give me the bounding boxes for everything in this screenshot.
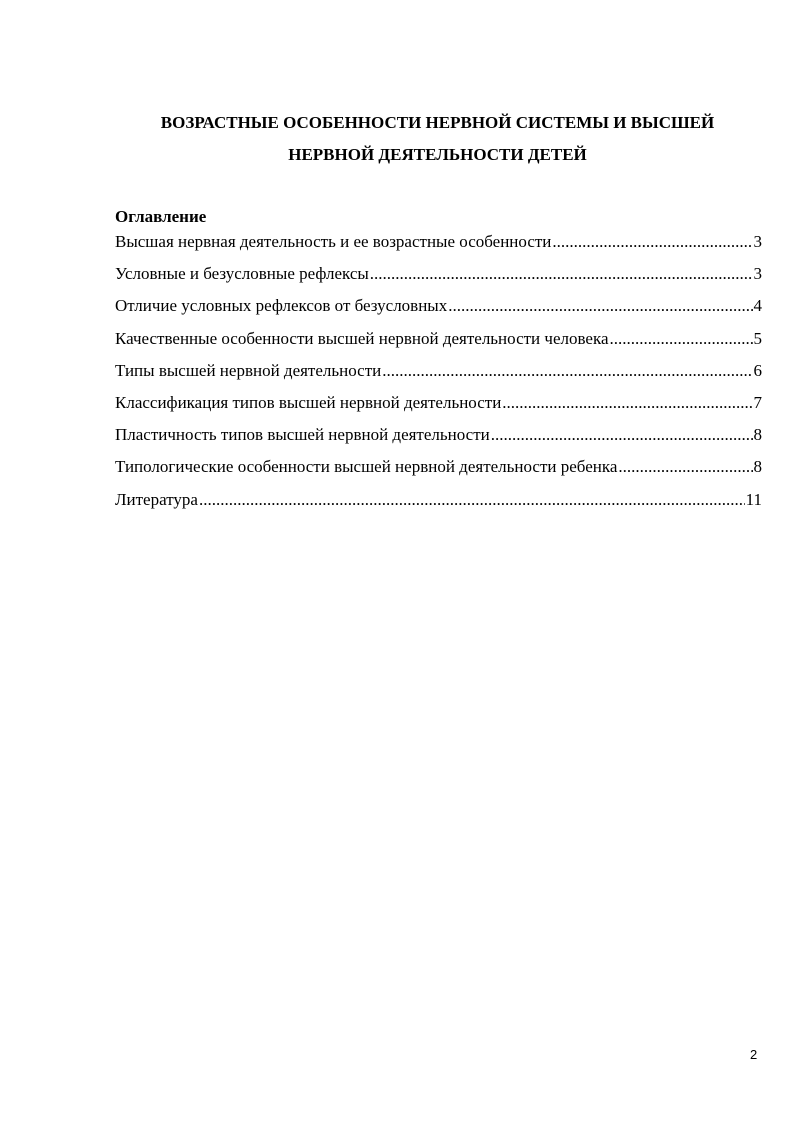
- document-title: [115, 107, 760, 171]
- toc-entry-page: 8: [753, 457, 762, 477]
- toc-entry[interactable]: [115, 359, 762, 391]
- toc-entry-page: 3: [753, 232, 762, 251]
- toc-entry-text: Высшая нервная деятельность и ее возрастные особенности: [115, 232, 552, 251]
- page-number: 2: [750, 1047, 758, 1062]
- toc-entry-text: Условные и безусловные рефлексы: [115, 264, 369, 284]
- toc-entry-page: 4: [753, 296, 762, 316]
- toc-entry-text: Литература: [115, 489, 198, 509]
- toc-entry-page: 5: [753, 328, 762, 348]
- toc-leader-dots: [552, 230, 752, 254]
- toc-entry[interactable]: [115, 327, 762, 359]
- toc-leader-dots: [502, 391, 752, 415]
- toc-leader-dots: [610, 327, 753, 351]
- toc-entry[interactable]: [115, 488, 762, 520]
- toc-leader-dots: [491, 423, 753, 447]
- toc-entry[interactable]: [115, 294, 762, 326]
- toc-entry-page: 6: [753, 360, 762, 380]
- toc-entry-page: 3: [753, 264, 762, 284]
- toc-leader-dots: [199, 488, 745, 512]
- toc-leader-dots: [618, 455, 752, 479]
- toc-entry[interactable]: [115, 455, 762, 487]
- toc-entry-page: 11: [745, 489, 762, 509]
- toc-heading: Оглавление: [115, 207, 207, 226]
- toc-entry[interactable]: [115, 262, 762, 294]
- toc-entry[interactable]: [115, 423, 762, 455]
- toc-leader-dots: [382, 359, 752, 383]
- toc-entry-text: Отличие условных рефлексов от безусловных: [115, 296, 448, 316]
- toc-entry[interactable]: [115, 391, 762, 423]
- title-line-1: ВОЗРАСТНЫЕ ОСОБЕННОСТИ НЕРВНОЙ СИСТЕМЫ И ВЫСШЕЙ: [160, 113, 715, 132]
- title-line-2: НЕРВНОЙ ДЕЯТЕЛЬНОСТИ ДЕТЕЙ: [288, 145, 587, 164]
- toc-entry-text: Типы высшей нервной деятельности: [115, 360, 382, 380]
- toc-entry-page: 7: [753, 392, 762, 412]
- toc-entry-text: Пластичность типов высшей нервной деятельности: [115, 425, 490, 445]
- toc-entry[interactable]: [115, 230, 762, 262]
- toc-entry-text: Типологические особенности высшей нервной деятельности ребенка: [115, 457, 618, 477]
- toc-leader-dots: [448, 294, 752, 318]
- toc-leader-dots: [370, 262, 753, 286]
- toc-entry-text: Качественные особенности высшей нервной деятельности человека: [115, 328, 609, 348]
- toc-entry-page: 8: [753, 425, 762, 445]
- toc-entry-text: Классификация типов высшей нервной деятельности: [115, 392, 502, 412]
- table-of-contents: [115, 230, 762, 520]
